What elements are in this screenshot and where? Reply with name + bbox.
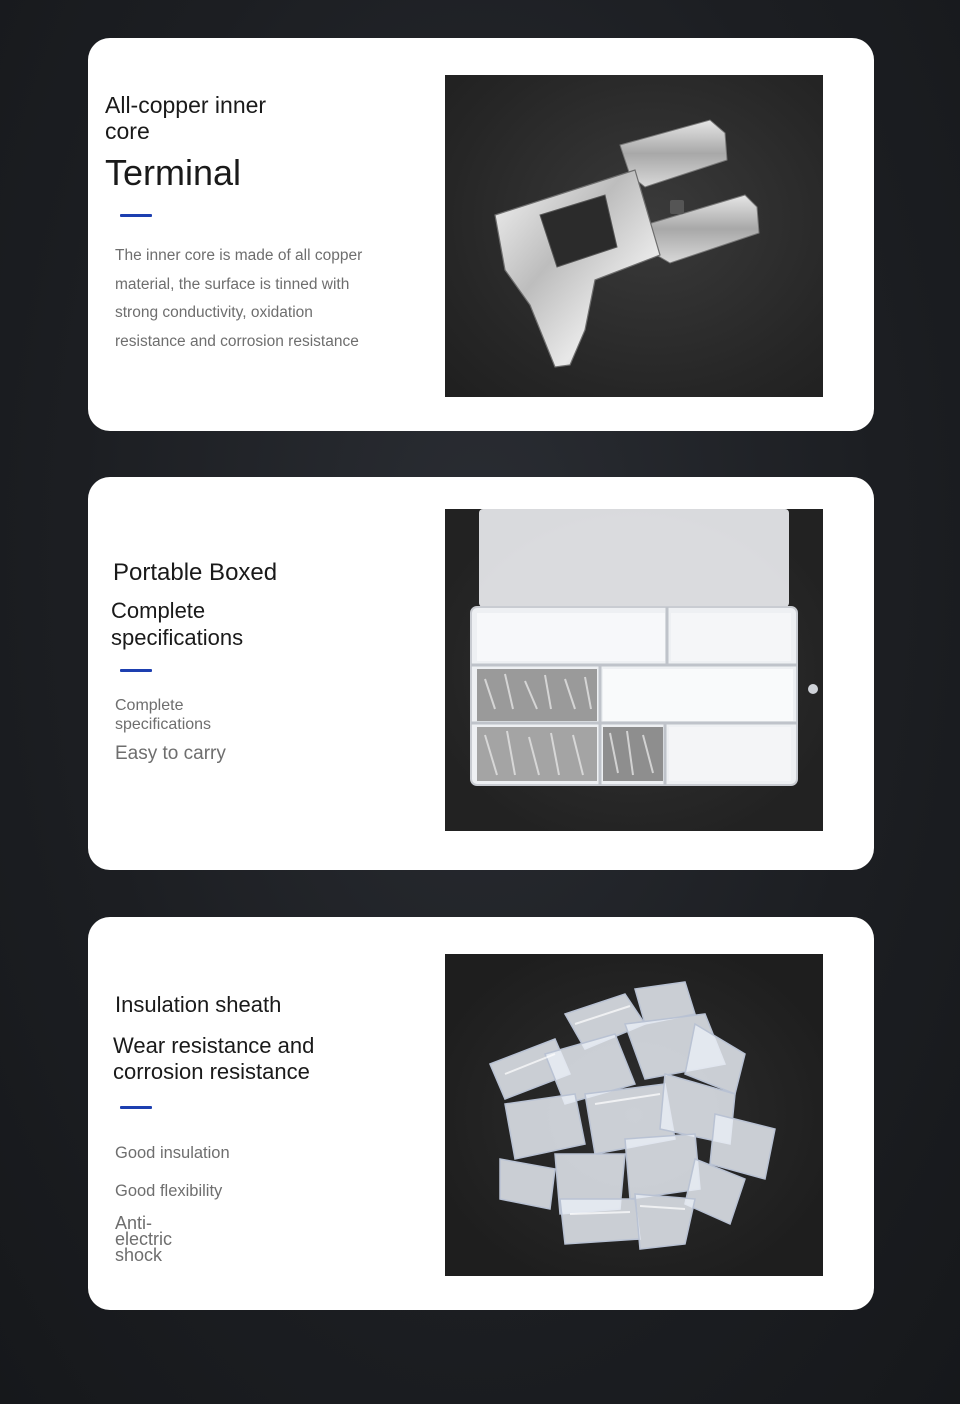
feature-item: Good insulation xyxy=(115,1144,230,1162)
terminal-card xyxy=(88,38,874,431)
insulation-card xyxy=(88,917,874,1310)
accent-bar xyxy=(120,669,152,672)
feature-item: Good flexibility xyxy=(115,1182,223,1200)
feature-item: Easy to carry xyxy=(115,743,226,764)
insulation-sheath-image xyxy=(445,954,823,1276)
section-subtitle: Complete specifications xyxy=(111,598,244,650)
copper-terminal-image xyxy=(445,75,823,397)
section-subtitle: Wear resistance and corrosion resistance xyxy=(113,1033,315,1084)
feature-item: Complete specifications xyxy=(115,697,212,733)
accent-bar xyxy=(120,214,152,217)
section-subtitle: All-copper inner core xyxy=(105,92,267,144)
boxed-kit-card xyxy=(88,477,874,870)
section-description: The inner core is made of all copper material, the surface is tinned with strong conductivity, oxidation resistance and corrosion resistance xyxy=(115,247,363,350)
section-title: Terminal xyxy=(105,152,242,193)
boxed-terminal-kit-image xyxy=(445,509,823,831)
feature-item: Anti-electric shock xyxy=(115,1213,173,1265)
accent-bar xyxy=(120,1106,152,1109)
section-title: Portable Boxed xyxy=(113,559,278,586)
section-title: Insulation sheath xyxy=(115,992,282,1017)
